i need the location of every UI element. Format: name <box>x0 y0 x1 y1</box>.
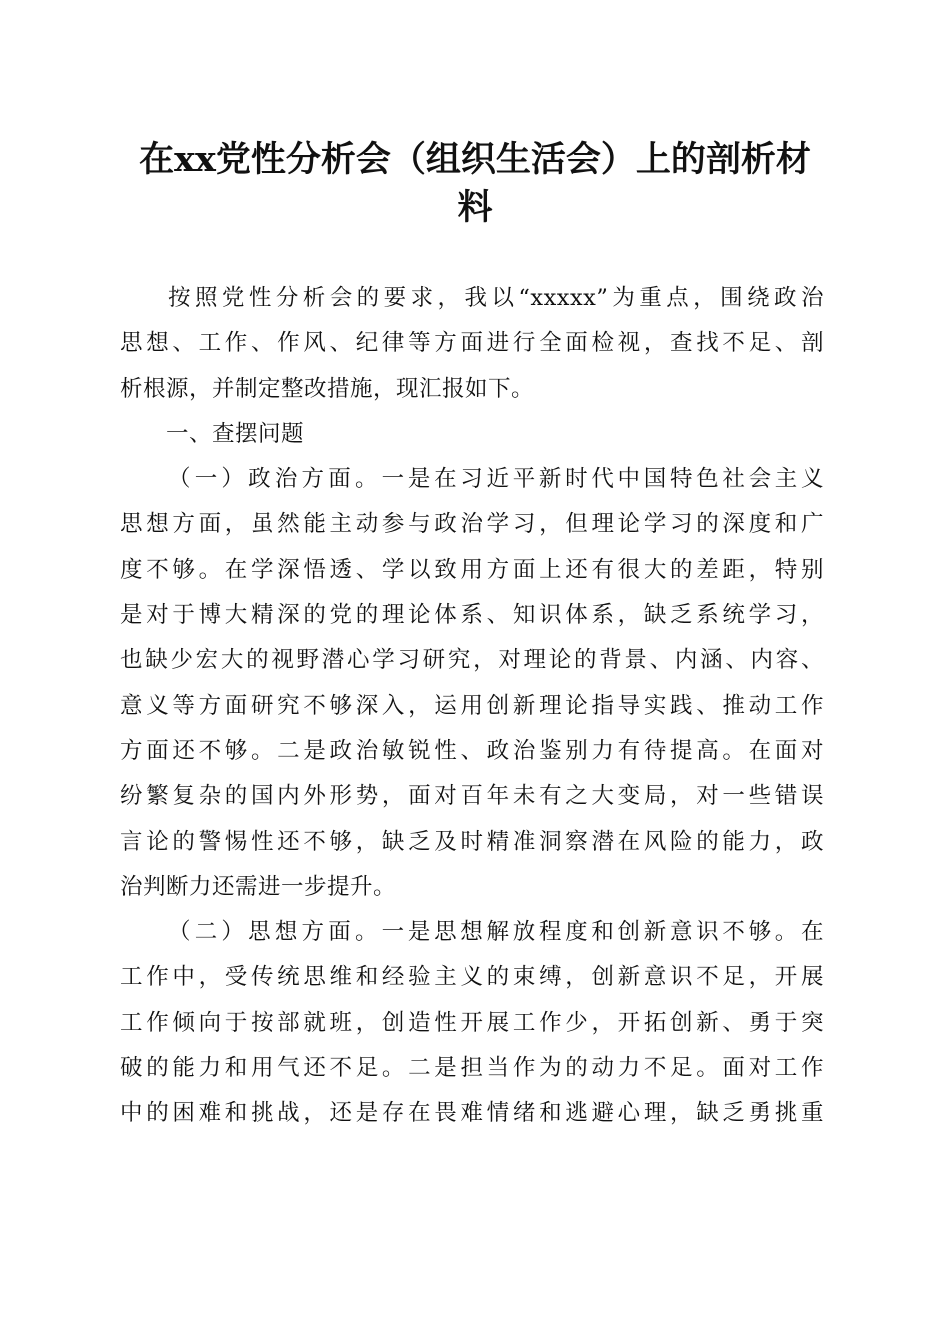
body-line: 意义等方面研究不够深入，运用创新理论指导实践、推动工作 <box>120 692 824 719</box>
body-line: 工作中，受传统思维和经验主义的束缚，创新意识不足，开展 <box>120 964 824 991</box>
intro-line: 按照党性分析会的要求，我以“xxxxx”为重点，围绕政治 <box>168 285 824 311</box>
section-heading: 一、查摆问题 <box>166 420 305 447</box>
body-line: 治判断力还需进一步提升。 <box>120 873 397 900</box>
subsection-label: （二）思想方面。 <box>168 919 382 946</box>
body-line: 方面还不够。二是政治敏锐性、政治鉴别力有待提高。在面对 <box>120 737 824 764</box>
intro-line: 思想、工作、作风、纪律等方面进行全面检视，查找不足、剖 <box>120 330 824 357</box>
title-line-1: 在xx党性分析会（组织生活会）上的剖析材 <box>139 139 811 180</box>
body-line: 中的困难和挑战，还是存在畏难情绪和逃避心理，缺乏勇挑重 <box>120 1100 824 1127</box>
body-line: 度不够。在学深悟透、学以致用方面上还有很大的差距，特别 <box>120 556 824 583</box>
body-line: 破的能力和用气还不足。二是担当作为的动力不足。面对工作 <box>120 1055 824 1082</box>
body-line: 纷繁复杂的国内外形势，面对百年未有之大变局，对一些错误 <box>120 783 824 810</box>
body-line: 是对于博大精深的党的理论体系、知识体系，缺乏系统学习， <box>120 602 824 629</box>
intro-line: 析根源，并制定整改措施，现汇报如下。 <box>120 375 535 402</box>
title-line-2: 料 <box>457 187 493 228</box>
document-title <box>118 136 832 232</box>
subsection-first-line <box>120 457 824 502</box>
subsection-text: 一是思想解放程度和创新意识不够。在 <box>381 919 824 946</box>
body-line: 也缺少宏大的视野潜心学习研究，对理论的背景、内涵、内容、 <box>120 647 824 674</box>
subsection-text: 一是在习近平新时代中国特色社会主义 <box>381 466 824 493</box>
subsection-first-line <box>120 910 824 955</box>
document-body <box>120 276 824 1137</box>
subsection-label: （一）政治方面。 <box>168 466 382 493</box>
body-line: 思想方面，虽然能主动参与政治学习，但理论学习的深度和广 <box>120 511 824 538</box>
body-line: 言论的警惕性还不够，缺乏及时精准洞察潜在风险的能力，政 <box>120 828 824 855</box>
body-line: 工作倾向于按部就班，创造性开展工作少，开拓创新、勇于突 <box>120 1009 824 1036</box>
